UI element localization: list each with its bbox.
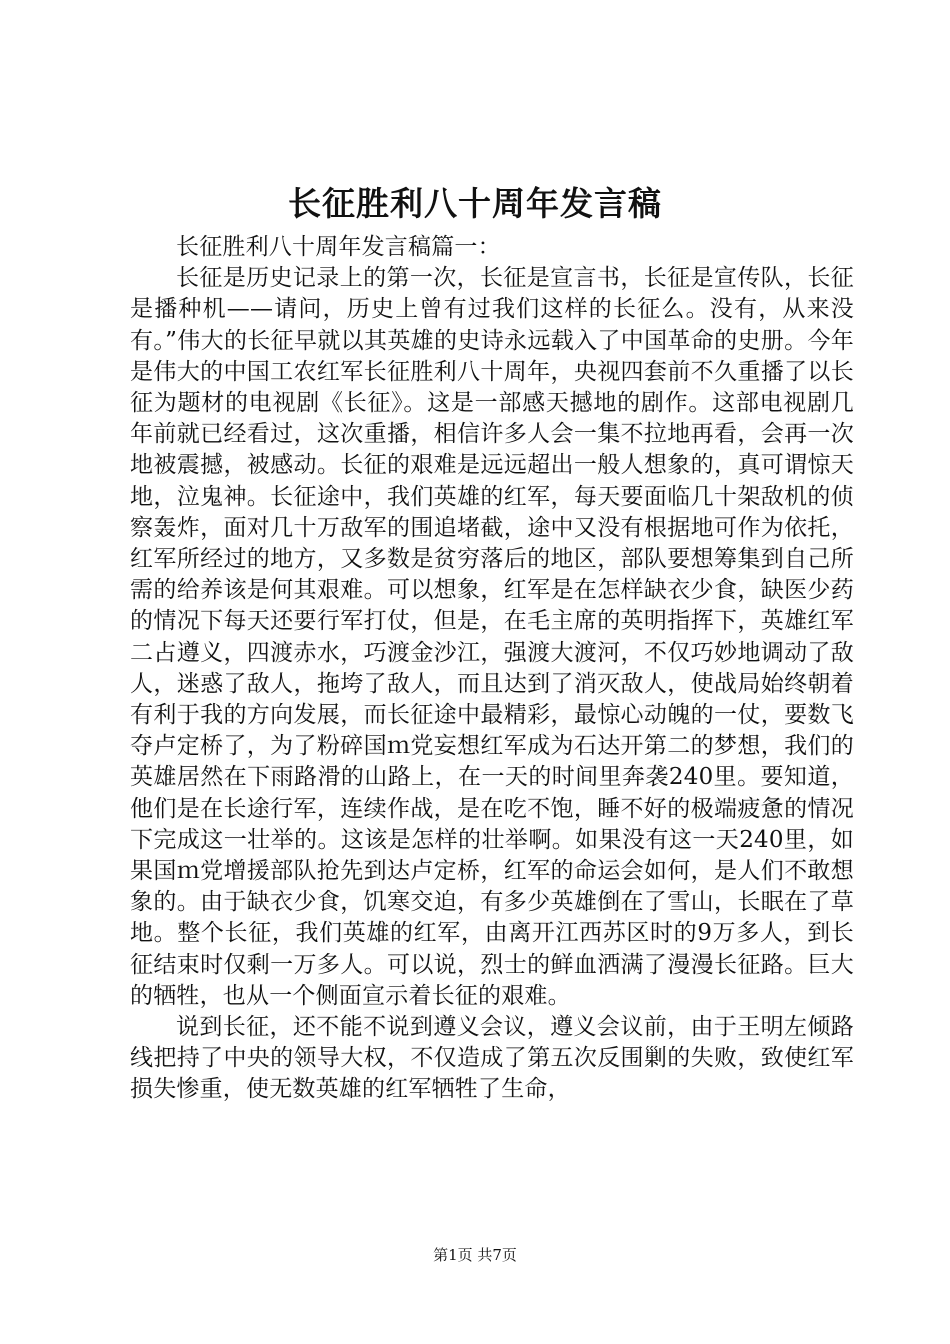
paragraph-subheading: 长征胜利八十周年发言稿篇一： (176, 234, 501, 260)
document-body (130, 232, 854, 1106)
paragraph-zunyi: 说到长征，还不能不说到遵义会议，遵义会议前，由于王明左倾路线把持了中央的领导大权，不仅造成了第五次反围剿的失败，致使红军损失惨重，使无数英雄的红军牺牲了生命， (130, 1014, 854, 1103)
paragraph-long-march: 长征是历史记录上的第一次，长征是宣言书，长征是宣传队，长征是播种机——请问，历史上曾有过我们这样的长征么。没有，从来没有。”伟大的长征早就以其英雄的史诗永远载入了中国革命的史册。今年是伟大的中国工农红军长征胜利八十周年，央视四套前不久重播了以长征为题材的电视剧《长征》。这是一部感天撼地的剧作。这部电视剧几年前就已经看过，这次重播，相信许多人会一集不拉地再看，会再一次地被震撼，被感动。长征的艰难是远远超出一般人想象的，真可谓惊天地，泣鬼神。长征途中，我们英雄的红军，每天要面临几十架敌机的侦察轰炸，面对几十万敌军的围追堵截，途中又没有根据地可作为依托，红军所经过的地方，又多数是贫穷落后的地区，部队要想筹集到自己所需的给养该是何其艰难。可以想象，红军是在怎样缺衣少食，缺医少药的情况下每天还要行军打仗，但是，在毛主席的英明指挥下，英雄红军二占遵义，四渡赤水，巧渡金沙江，强渡大渡河，不仅巧妙地调动了敌人，迷惑了敌人，拖垮了敌人，而且达到了消灭敌人，使战局始终朝着有利于我的方向发展，而长征途中最精彩，最惊心动魄的一仗，要数飞夺卢定桥了，为了粉碎国ｍ党妄想红军成为石达开第二的梦想，我们的英雄居然在下雨路滑的山路上，在一天的时间里奔袭240里。要知道，他们是在长途行军，连续作战，是在吃不饱，睡不好的极端疲惫的情况下完成这一壮举的。这该是怎样的壮举啊。如果没有这一天240里，如果国ｍ党增援部队抢先到达卢定桥，红军的命运会如何，是人们不敢想象的。由于缺衣少食，饥寒交迫，有多少英雄倒在了雪山，长眠在了草地。整个长征，我们英雄的红军，由离开江西苏区时的9万多人，到长征结束时仅剩一万多人。可以说，烈士的鲜血洒满了漫漫长征路。巨大的牺牲，也从一个侧面宣示着长征的艰难。 (130, 265, 854, 1009)
page-number-footer: 第1页 共7页 (433, 1246, 517, 1264)
document-title: 长征胜利八十周年发言稿 (288, 184, 662, 223)
